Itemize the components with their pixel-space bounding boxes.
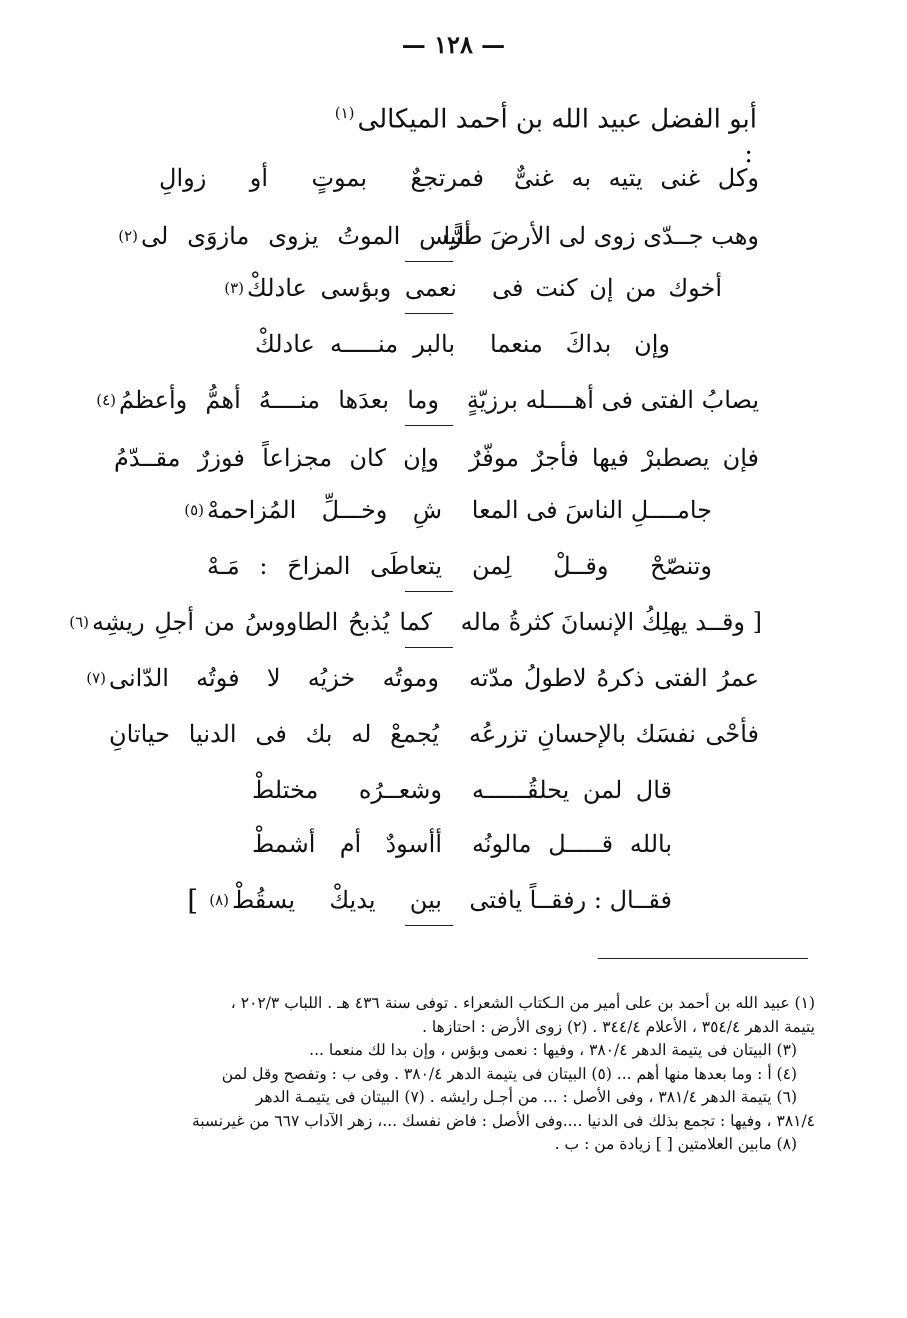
second-hemistich: أأسودٌ أم أشمطْ	[252, 830, 442, 858]
first-hemistich: بالله قـــــل مالونُه	[472, 830, 672, 858]
second-hemistich: وشعــرُه مختلطْ	[252, 776, 442, 804]
second-hemistich: بالبر منـــــه عادلكْ	[255, 330, 455, 358]
second-hemistich: وما بعدَها منــــهُ أهمُّ وأعظمُ	[119, 386, 439, 414]
second-hemistich: وإن كان مجزاعاً فوزرٌ مقــدّمُ	[114, 444, 439, 472]
verse-divider	[405, 425, 453, 426]
first-hemistich: جامــــلِ الناسَ فى المعا	[471, 496, 712, 524]
second-hemistich: بين يديكْ يسقُطْ	[232, 886, 442, 914]
verse-line	[181, 484, 712, 536]
footnote-line: (٦) يتيمة الدهر ٣٨١/٤ ، وفى الأصل : ... من أجـل رايشه . (٧) البيتان فى يتيمـة الدهر	[255, 1088, 797, 1106]
footnote-ref: (٨)	[209, 891, 229, 909]
first-hemistich: فأحْى نفسَك بالإحسانِ تزرعُه	[469, 720, 759, 748]
footnote-ref: (١)	[334, 104, 355, 122]
first-hemistich: يصابُ الفتى فى أهــــله برزيّةٍ	[466, 386, 759, 414]
heading-colon: :	[744, 138, 753, 169]
first-hemistich: فإن يصطبرْ فيها فأجرٌ موفّرٌ	[469, 444, 759, 472]
first-hemistich: وهب جــدّى زوى لى الأرضَ طرًّا	[443, 222, 759, 250]
verse-divider	[405, 591, 453, 592]
first-hemistich: وكل غنى يتيه به غنىٌّ	[514, 164, 759, 192]
first-hemistich: وتنصّحْ وقــلْ لِمن	[472, 552, 712, 580]
footnote-ref: (٤)	[96, 391, 116, 409]
second-hemistich: نعمى وبؤسى عادلكْ	[247, 274, 457, 302]
second-hemistich: وموتُه خزيُه لا فوتُه الدّانى	[109, 664, 439, 692]
verse-line	[115, 210, 759, 262]
verse-line	[255, 318, 670, 370]
first-hemistich: [ وقــد يهلِكُ الإنسانَ كثرةُ ماله	[460, 608, 762, 636]
footnote-line: (٤) أ : وما بعدها منها أهم ... (٥) البيتان فى يتيمة الدهر ٣٨٠/٤ . وفى ب : وتفصح وقل لمن	[221, 1064, 797, 1083]
footnote-ref: (٥)	[184, 501, 204, 519]
footnote-line: يتيمة الدهر ٣٥٤/٤ ، الأعلام ٣٤٤/٤ . (٢) زوى الأرض : احتازها .	[422, 1017, 815, 1036]
verse-line	[114, 432, 759, 484]
footnote-ref: (٣)	[224, 279, 244, 297]
first-hemistich: أخوك من إن كنت فى	[492, 274, 722, 302]
footnote-ref: (٦)	[69, 613, 89, 631]
verse-line	[83, 652, 759, 704]
second-hemistich: فمرتجعٌ بموتٍ أو زوالِ	[159, 164, 484, 192]
closing-bracket: ]	[187, 883, 199, 917]
verse-line	[252, 764, 672, 816]
verse-divider	[405, 925, 453, 926]
verse-line	[159, 152, 759, 204]
verse-divider	[405, 313, 453, 314]
footnote-ref: (٢)	[118, 227, 138, 245]
verse-divider	[405, 647, 453, 648]
second-hemistich: كما يُذبحُ الطاووسُ من أجلِ ريشِه	[92, 608, 432, 636]
verse-line	[93, 374, 759, 426]
second-hemistich: شِ وخـــلِّ المُزاحمهْ	[207, 496, 442, 524]
verse-line	[187, 874, 672, 926]
first-hemistich: عمرُ الفتى ذكرهُ لاطولُ مدّته	[469, 664, 759, 692]
verse-line	[109, 708, 759, 760]
page-number: — ١٢٨ —	[401, 30, 506, 59]
verse-line	[221, 262, 722, 314]
poet-name: أبو الفضل عبيد الله بن أحمد الميكالى	[357, 104, 757, 135]
verse-line	[66, 596, 762, 648]
footnote-separator	[598, 958, 808, 959]
verse-line	[252, 818, 672, 870]
second-hemistich: أليس الموتُ يزوى مازوَى لى	[141, 222, 471, 250]
second-hemistich: يُجمعْ له بك فى الدنيا حياتانِ	[109, 720, 439, 748]
footnote-line: (٨) مابين العلامتين [ ] زيادة من : ب .	[554, 1135, 797, 1153]
footnote-line: ٣٨١/٤ ، وفيها : تجمع بذلك فى الدنيا ....وفى الأصل : فاض نفسك ...، زهر الآداب ٦٦٧ من غيرنسبة	[191, 1111, 815, 1130]
footnote-line: (١) عبيد الله بن أحمد بن على أمير من الـكتاب الشعراء . توفى سنة ٤٣٦ هـ . اللباب ٢٠٢/٣ ،	[230, 994, 815, 1012]
second-hemistich: يتعاطَى المزاحَ : مَـهْ	[207, 552, 442, 580]
first-hemistich: فقــال : رفقــاً يافتى	[469, 886, 672, 914]
footnotes	[70, 992, 815, 1157]
first-hemistich: قال لمن يحلقُــــــه	[472, 776, 672, 804]
footnote-ref: (٧)	[86, 669, 106, 687]
first-hemistich: وإن بداكَ منعما	[490, 330, 670, 358]
verse-line	[207, 540, 712, 592]
footnote-line: (٣) البيتان فى يتيمة الدهر ٣٨٠/٤ ، وفيها : نعمى وبؤس ، وإن بدا لك منعما ...	[309, 1041, 797, 1059]
